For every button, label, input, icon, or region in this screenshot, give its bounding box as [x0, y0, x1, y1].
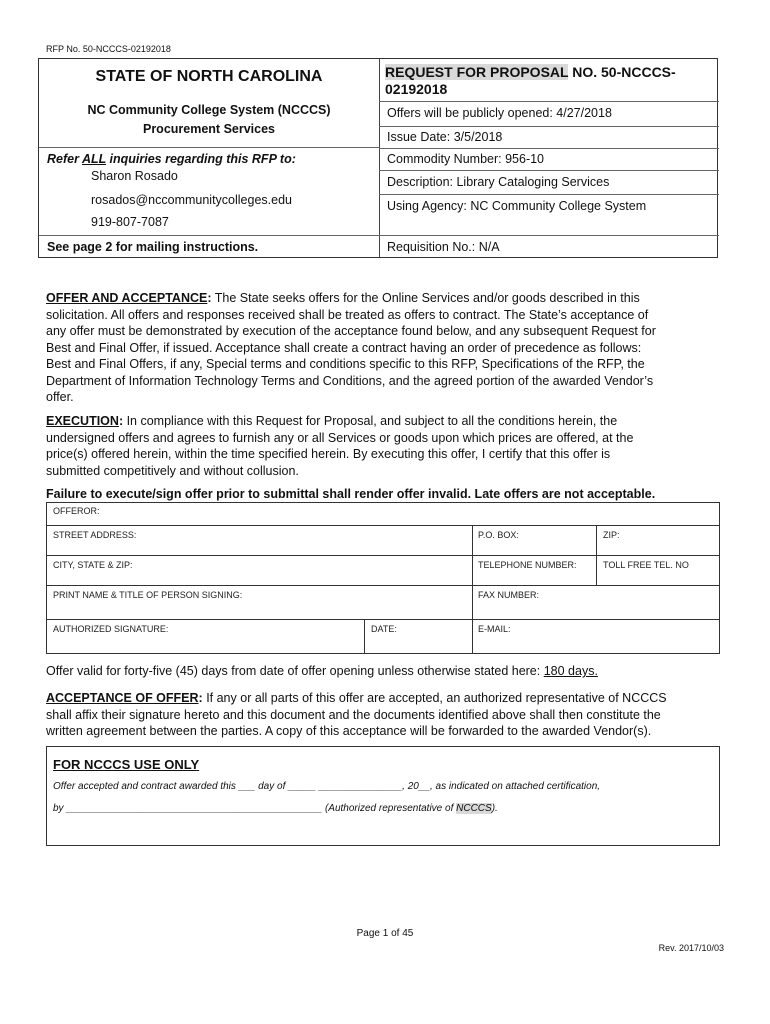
offeror-label: OFFEROR:: [53, 506, 100, 516]
date-label: DATE:: [371, 624, 397, 634]
commodity-number: Commodity Number: 956-10: [387, 152, 545, 166]
description: Description: Library Cataloging Services: [387, 175, 610, 189]
contact-phone: 919-807-7087: [91, 215, 169, 229]
using-agency: Using Agency: NC Community College System: [387, 199, 647, 213]
failure-note: Failure to execute/sign offer prior to submittal shall render offer invalid. Late offers are not acceptable.: [46, 487, 656, 501]
execution-line-2: undersigned offers and agrees to furnish any or all Services or goods upon which prices are offered, at the: [46, 430, 634, 445]
header-right-rule-1: [379, 101, 719, 102]
print-name-label: PRINT NAME & TITLE OF PERSON SIGNING:: [53, 590, 243, 600]
zip-label: ZIP:: [603, 530, 620, 540]
agency-name: NC Community College System (NCCCS): [87, 103, 331, 117]
opening-date: Offers will be publicly opened: 4/27/2018: [387, 106, 612, 120]
execution-line-3: price(s) offered herein, within the time specified herein. By executing this offer, I certify that this offer is: [46, 447, 611, 461]
revision-date: Rev. 2017/10/03: [658, 943, 724, 953]
telephone-label: TELEPHONE NUMBER:: [478, 560, 577, 570]
offer-line-7: offer.: [46, 390, 74, 404]
offer-line-1: OFFER AND ACCEPTANCE: The State seeks offers for the Online Services and/or goods described in this: [46, 291, 640, 305]
mailing-note: See page 2 for mailing instructions.: [47, 240, 259, 254]
header-left-rule: [39, 147, 379, 148]
issue-date: Issue Date: 3/5/2018: [387, 130, 503, 144]
acceptance-paragraph: [46, 690, 728, 740]
nccs-use-box: [46, 746, 720, 846]
street-address-label: STREET ADDRESS:: [53, 530, 137, 540]
contact-name: Sharon Rosado: [91, 169, 178, 183]
header-left-rule-2: [39, 235, 379, 236]
refer-inquiries: Refer ALL inquiries regarding this RFP to:: [47, 152, 296, 166]
form-vdivider-2: [596, 525, 597, 585]
offer-line-4: Best and Final Offer, if issued. Acceptance shall create a contract having an order of precedence as follows:: [46, 340, 642, 355]
rfp-number-header: RFP No. 50-NCCCS-02192018: [46, 44, 171, 54]
nccs-use-title: FOR NCCCS USE ONLY: [53, 757, 200, 772]
signature-label: AUTHORIZED SIGNATURE:: [53, 624, 169, 634]
header-right-rule-3: [379, 148, 719, 149]
nccs-representative-line: by ______________________________________________ (Authorized representative of NCCCS).: [53, 803, 498, 814]
form-rule-1: [47, 525, 719, 526]
form-rule-3: [47, 585, 719, 586]
form-rule-2: [47, 555, 719, 556]
form-vdivider-3: [364, 619, 365, 653]
offer-line-5: Best and Final Offers, if any, Special terms and conditions specific to this RFP, Specifications of the RFP, the: [46, 357, 645, 371]
agency-department: Procurement Services: [142, 122, 275, 136]
fax-label: FAX NUMBER:: [478, 590, 540, 600]
execution-paragraph: [46, 413, 728, 479]
offer-line-6: Department of Information Technology Terms and Conditions, and the agreed portion of the awarded Vendor’s: [46, 373, 654, 388]
execution-line-1: EXECUTION: In compliance with this Request for Proposal, and subject to all the conditions herein, the: [46, 414, 618, 428]
acceptance-line-1: ACCEPTANCE OF OFFER: If any or all parts of this offer are accepted, an authorized representative of NCCCS: [46, 691, 667, 705]
header-right-rule-2: [379, 126, 719, 127]
po-box-label: P.O. BOX:: [478, 530, 519, 540]
offer-line-2: solicitation. All offers and responses received shall be treated as offers to contract. The State’s acceptance of: [46, 307, 649, 322]
offer-acceptance-paragraph: [46, 290, 728, 406]
page-number: Page 1 of 45: [356, 928, 414, 939]
header-divider: [379, 59, 380, 257]
execution-line-4: submitted competitively and without collusion.: [46, 463, 299, 478]
email-label: E-MAIL:: [478, 624, 511, 634]
offer-line-3: any offer must be demonstrated by execution of the acceptance found below, and any subsequent Request for: [46, 324, 656, 338]
acceptance-line-2: shall affix their signature hereto and this document and the documents identified above shall then constitute the: [46, 707, 661, 722]
rfp-title: REQUEST FOR PROPOSAL NO. 50-NCCCS- 02192018: [385, 64, 676, 97]
offeror-form: [46, 502, 720, 654]
acceptance-line-3: written agreement between the parties. A copy of this acceptance will be forwarded to the awarded Vendor(s).: [46, 724, 652, 738]
toll-free-label: TOLL FREE TEL. NO: [603, 560, 689, 570]
offer-valid-note: Offer valid for forty-five (45) days from date of offer opening unless otherwise stated here: 180 days.: [46, 664, 598, 678]
nccs-award-line: Offer accepted and contract awarded this ___ day of _____ _______________, 20__, as indicated on attached certification,: [53, 781, 601, 792]
city-state-zip-label: CITY, STATE & ZIP:: [53, 560, 133, 570]
state-title: STATE OF NORTH CAROLINA: [95, 68, 323, 85]
form-rule-4: [47, 619, 719, 620]
header-table: [38, 58, 718, 258]
header-right-rule-6: [379, 235, 719, 236]
header-right-rule-4: [379, 170, 719, 171]
form-vdivider-1: [472, 525, 473, 653]
requisition-number: Requisition No.: N/A: [387, 240, 500, 254]
contact-email[interactable]: rosados@nccommunitycolleges.edu: [91, 193, 292, 207]
header-right-rule-5: [379, 194, 719, 195]
